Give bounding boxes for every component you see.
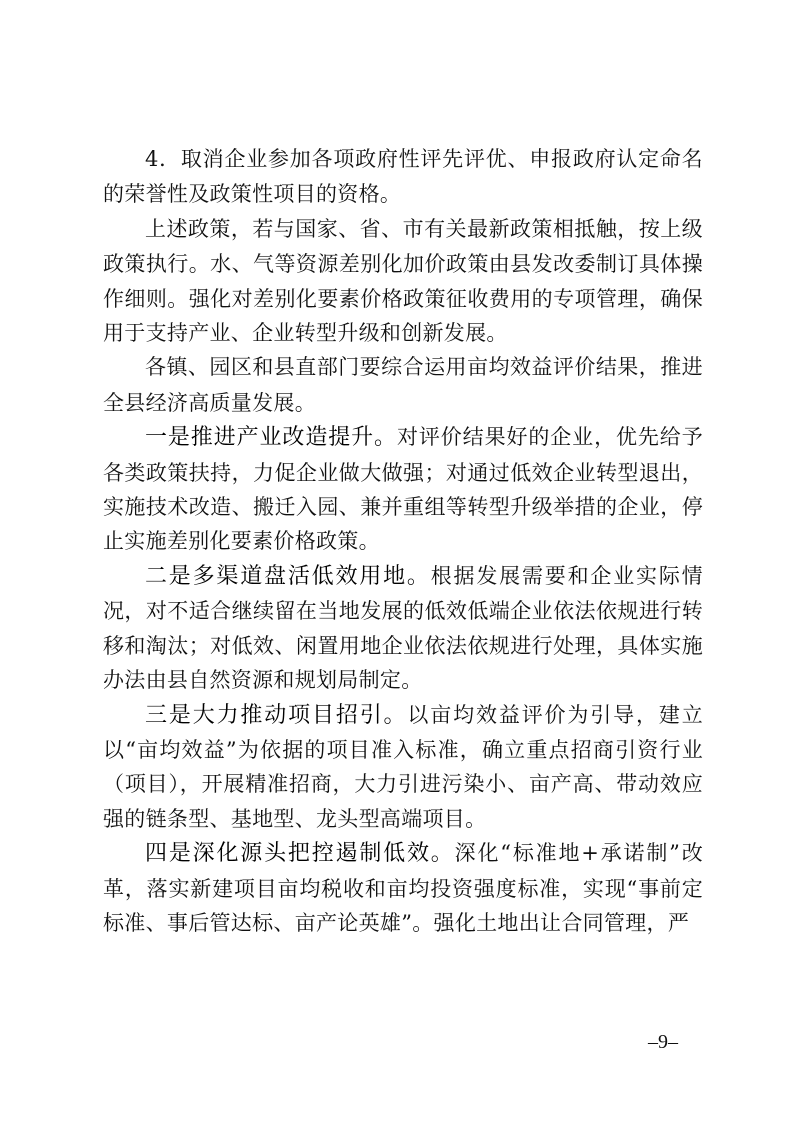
paragraph-heading: 四是深化源头把控遏制低效。 xyxy=(145,841,455,867)
document-body xyxy=(103,142,703,940)
paragraph-land-revitalization xyxy=(103,559,703,698)
paragraph-text: 对评价结果好的企业，优先给予各类政策扶持，力促企业做大做强；对通过低效企业转型退出，实施技术改造、搬迁入园、兼并重组等转型升级举措的企业，停止实施差别化要素价格政策。 xyxy=(103,425,703,554)
paragraph-text: 各镇、园区和县直部门要综合运用亩均效益评价结果，推进全县经济高质量发展。 xyxy=(103,355,703,415)
paragraph-item-4 xyxy=(103,142,703,212)
paragraph-project-attraction xyxy=(103,698,703,837)
paragraph-text: 以亩均效益评价为引导，建立以“亩均效益”为依据的项目准入标准，确立重点招商引资行业（项目），开展精准招商，大力引进污染小、亩产高、带动效应强的链条型、基地型、龙头型高端项目。 xyxy=(103,702,703,831)
paragraph-source-control xyxy=(103,836,703,940)
paragraph-heading: 三是大力推动项目招引。 xyxy=(145,702,408,728)
paragraph-comprehensive-use xyxy=(103,350,703,420)
page-number: –9– xyxy=(648,1031,678,1053)
paragraph-heading: 一是推进产业改造提升。 xyxy=(145,425,397,451)
paragraph-heading: 二是多渠道盘活低效用地。 xyxy=(145,563,431,589)
paragraph-text: 4．取消企业参加各项政府性评先评优、申报政府认定命名的荣誉性及政策性项目的资格。 xyxy=(103,147,703,207)
paragraph-text: 上述政策，若与国家、省、市有关最新政策相抵触，按上级政策执行。水、气等资源差别化加价政策由县发改委制订具体操作细则。强化对差别化要素价格政策征收费用的专项管理，确保用于支持产业、企业转型升级和创新发展。 xyxy=(103,216,703,346)
paragraph-industry-upgrade xyxy=(103,420,703,559)
paragraph-policy-conflict xyxy=(103,212,703,351)
paragraph-text: 根据发展需要和企业实际情况，对不适合继续留在当地发展的低效低端企业依法依规进行转移和淘汰；对低效、闲置用地企业依法依规进行处理，具体实施办法由县自然资源和规划局制定。 xyxy=(103,563,703,693)
paragraph-text: 深化“标准地+承诺制”改革，落实新建项目亩均税收和亩均投资强度标准，实现“事前定标准、事后管达标、亩产论英雄”。强化土地出让合同管理，严 xyxy=(103,841,704,935)
